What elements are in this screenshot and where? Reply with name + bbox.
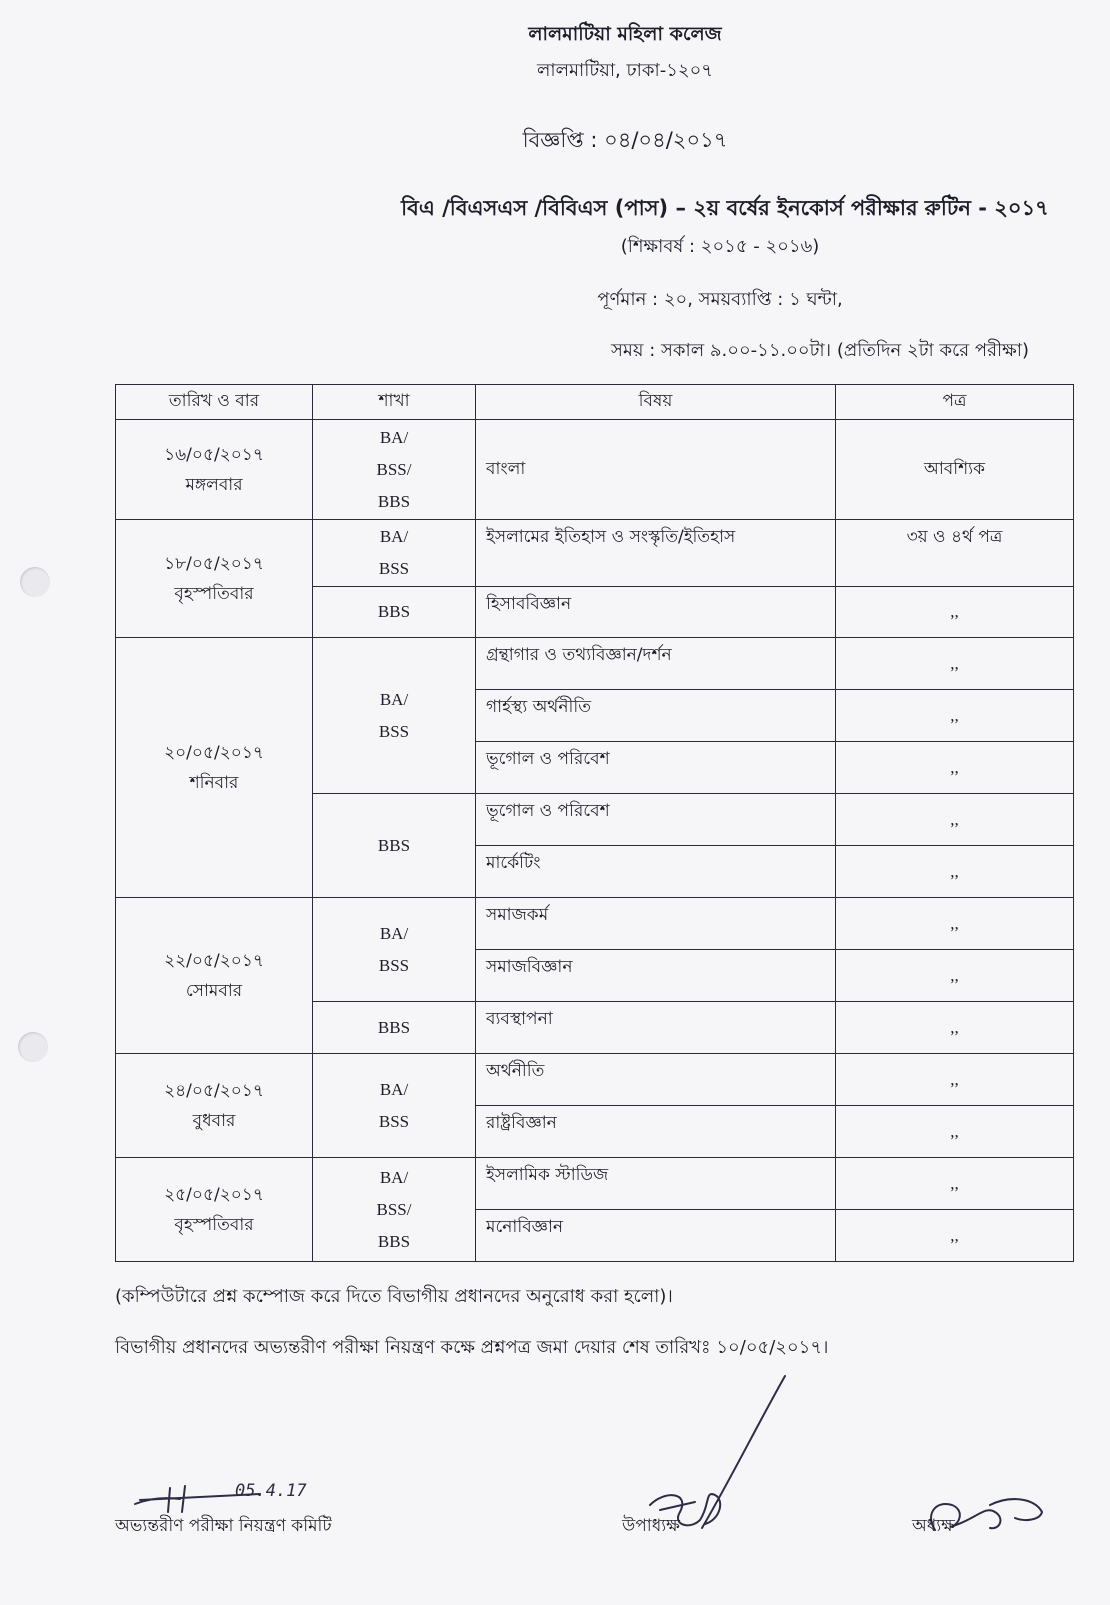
paper-cell: ৩য় ও ৪র্থ পত্র: [836, 520, 1074, 587]
branch-ba: BA/: [379, 527, 409, 546]
paper-cell: ,,: [836, 742, 1074, 794]
subject-cell: সমাজবিজ্ঞান: [476, 950, 836, 1002]
exam-day: মঙ্গলবার: [185, 474, 243, 495]
branch-bbs: BBS: [377, 491, 411, 511]
branch-bss: BSS: [378, 721, 410, 741]
signature-right-stroke: [990, 1499, 1042, 1520]
exam-date: ২৪/০৫/২০১৭: [164, 1080, 264, 1101]
exam-date: ২২/০৫/২০১৭: [164, 950, 264, 971]
subject-cell: হিসাববিজ্ঞান: [476, 587, 836, 638]
subject-cell: ইসলামিক স্টাডিজ: [476, 1158, 836, 1210]
subject-cell: ভূগোল ও পরিবেশ: [476, 742, 836, 794]
exam-date: ২০/০৫/২০১৭: [164, 742, 264, 763]
header-paper: পত্র: [836, 385, 1074, 420]
paper-cell: ,,: [836, 1054, 1074, 1106]
exam-date: ২৫/০৫/২০১৭: [164, 1184, 264, 1205]
subject-cell: রাষ্ট্রবিজ্ঞান: [476, 1106, 836, 1158]
paper-cell: ,,: [836, 587, 1074, 638]
subject-cell: ব্যবস্থাপনা: [476, 1002, 836, 1054]
subject-cell: ভূগোল ও পরিবেশ: [476, 794, 836, 846]
footnote-compose: (কম্পিউটারে প্রশ্ন কম্পোজ করে দিতে বিভাগীয় প্রধানদের অনুরোধ করা হলো)।: [115, 1286, 673, 1307]
subject-cell: মনোবিজ্ঞান: [476, 1210, 836, 1262]
paper-cell: ,,: [836, 690, 1074, 742]
paper-cell: ,,: [836, 898, 1074, 950]
subject-cell: ইসলামের ইতিহাস ও সংস্কৃতি/ইতিহাস: [476, 520, 836, 587]
signature-mid-stroke: [702, 1376, 785, 1528]
exam-date: ১৬/০৫/২০১৭: [164, 444, 264, 465]
branch-ba: BA/: [379, 1167, 409, 1187]
paper-cell: ,,: [836, 794, 1074, 846]
branch-bss: BSS/: [376, 459, 412, 479]
exam-day: সোমবার: [185, 980, 243, 1001]
exam-day: বুধবার: [192, 1110, 236, 1131]
paper-cell: ,,: [836, 1158, 1074, 1210]
header-branch: শাখা: [313, 385, 476, 420]
signature-label-principal: অধ্যক্ষ: [912, 1516, 955, 1536]
branch-ba: BA/: [379, 689, 409, 709]
subject-cell: সমাজকর্ম: [476, 898, 836, 950]
exam-time: সময় : সকাল ৯.০০-১১.০০টা। (প্রতিদিন ২টা করে পরীক্ষা): [611, 340, 1029, 361]
branch-bss: BSS/: [376, 1199, 412, 1219]
signature-label-vice-principal: উপাধ্যক্ষ: [622, 1516, 680, 1536]
paper-cell: ,,: [836, 1210, 1074, 1262]
subject-cell: বাংলা: [476, 420, 836, 520]
exam-day: বৃহস্পতিবার: [174, 583, 254, 604]
signature-label-committee: অভ্যন্তরীণ পরীক্ষা নিয়ন্ত্রণ কমিটি: [115, 1516, 332, 1536]
header-subject: বিষয়: [476, 385, 836, 420]
subject-cell: গার্হস্থ্য অর্থনীতি: [476, 690, 836, 742]
branch-ba: BA/: [379, 427, 409, 447]
branch-bbs: BBS: [377, 1017, 411, 1037]
branch-bss: BSS: [378, 1111, 410, 1131]
paper-cell: ,,: [836, 950, 1074, 1002]
branch-bbs: BBS: [377, 602, 411, 621]
paper-cell: ,,: [836, 1002, 1074, 1054]
header-date: তারিখ ও বার: [116, 385, 313, 420]
footnote-deadline: বিভাগীয় প্রধানদের অভ্যন্তরীণ পরীক্ষা নিয়ন্ত্রণ কক্ষে প্রশ্নপত্র জমা দেয়ার শেষ তারিখঃ ১০/০৫/২০১৭।: [115, 1337, 829, 1358]
college-name: লালমাটিয়া মহিলা কলেজ: [528, 23, 722, 45]
subject-cell: মার্কেটিং: [476, 846, 836, 898]
paper-cell: ,,: [836, 846, 1074, 898]
branch-bss: BSS: [378, 955, 410, 975]
exam-day: শনিবার: [189, 772, 239, 793]
exam-day: বৃহস্পতিবার: [174, 1214, 254, 1235]
notice-date: বিজ্ঞপ্তি : ০৪/০৪/২০১৭: [522, 128, 728, 152]
branch-bbs: BBS: [377, 1231, 411, 1251]
marks-duration: পূর্ণমান : ২০, সময়ব্যাপ্তি : ১ ঘন্টা,: [597, 289, 843, 310]
subject-cell: গ্রন্থাগার ও তথ্যবিজ্ঞান/দর্শন: [476, 638, 836, 690]
branch-bbs: BBS: [377, 835, 411, 855]
subject-cell: অর্থনীতি: [476, 1054, 836, 1106]
branch-ba: BA/: [379, 1079, 409, 1099]
paper-cell: আবশ্যিক: [836, 420, 1074, 520]
routine-title: বিএ /বিএসএস /বিবিএস (পাস) – ২য় বর্ষের ইনকোর্স পরীক্ষার রুটিন - ২০১৭: [401, 196, 1049, 220]
signature-mid-stroke: [660, 1502, 695, 1510]
branch-ba: BA/: [379, 923, 409, 943]
paper-cell: ,,: [836, 1106, 1074, 1158]
paper-cell: ,,: [836, 638, 1074, 690]
college-address: লালমাটিয়া, ঢাকা-১২০৭: [537, 60, 713, 81]
exam-date: ১৮/০৫/২০১৭: [164, 553, 264, 574]
signature-date: 05.4.17: [235, 1481, 307, 1501]
session-line: (শিক্ষাবর্ষ : ২০১৫ - ২০১৬): [620, 236, 820, 257]
branch-bss: BSS: [378, 559, 410, 578]
